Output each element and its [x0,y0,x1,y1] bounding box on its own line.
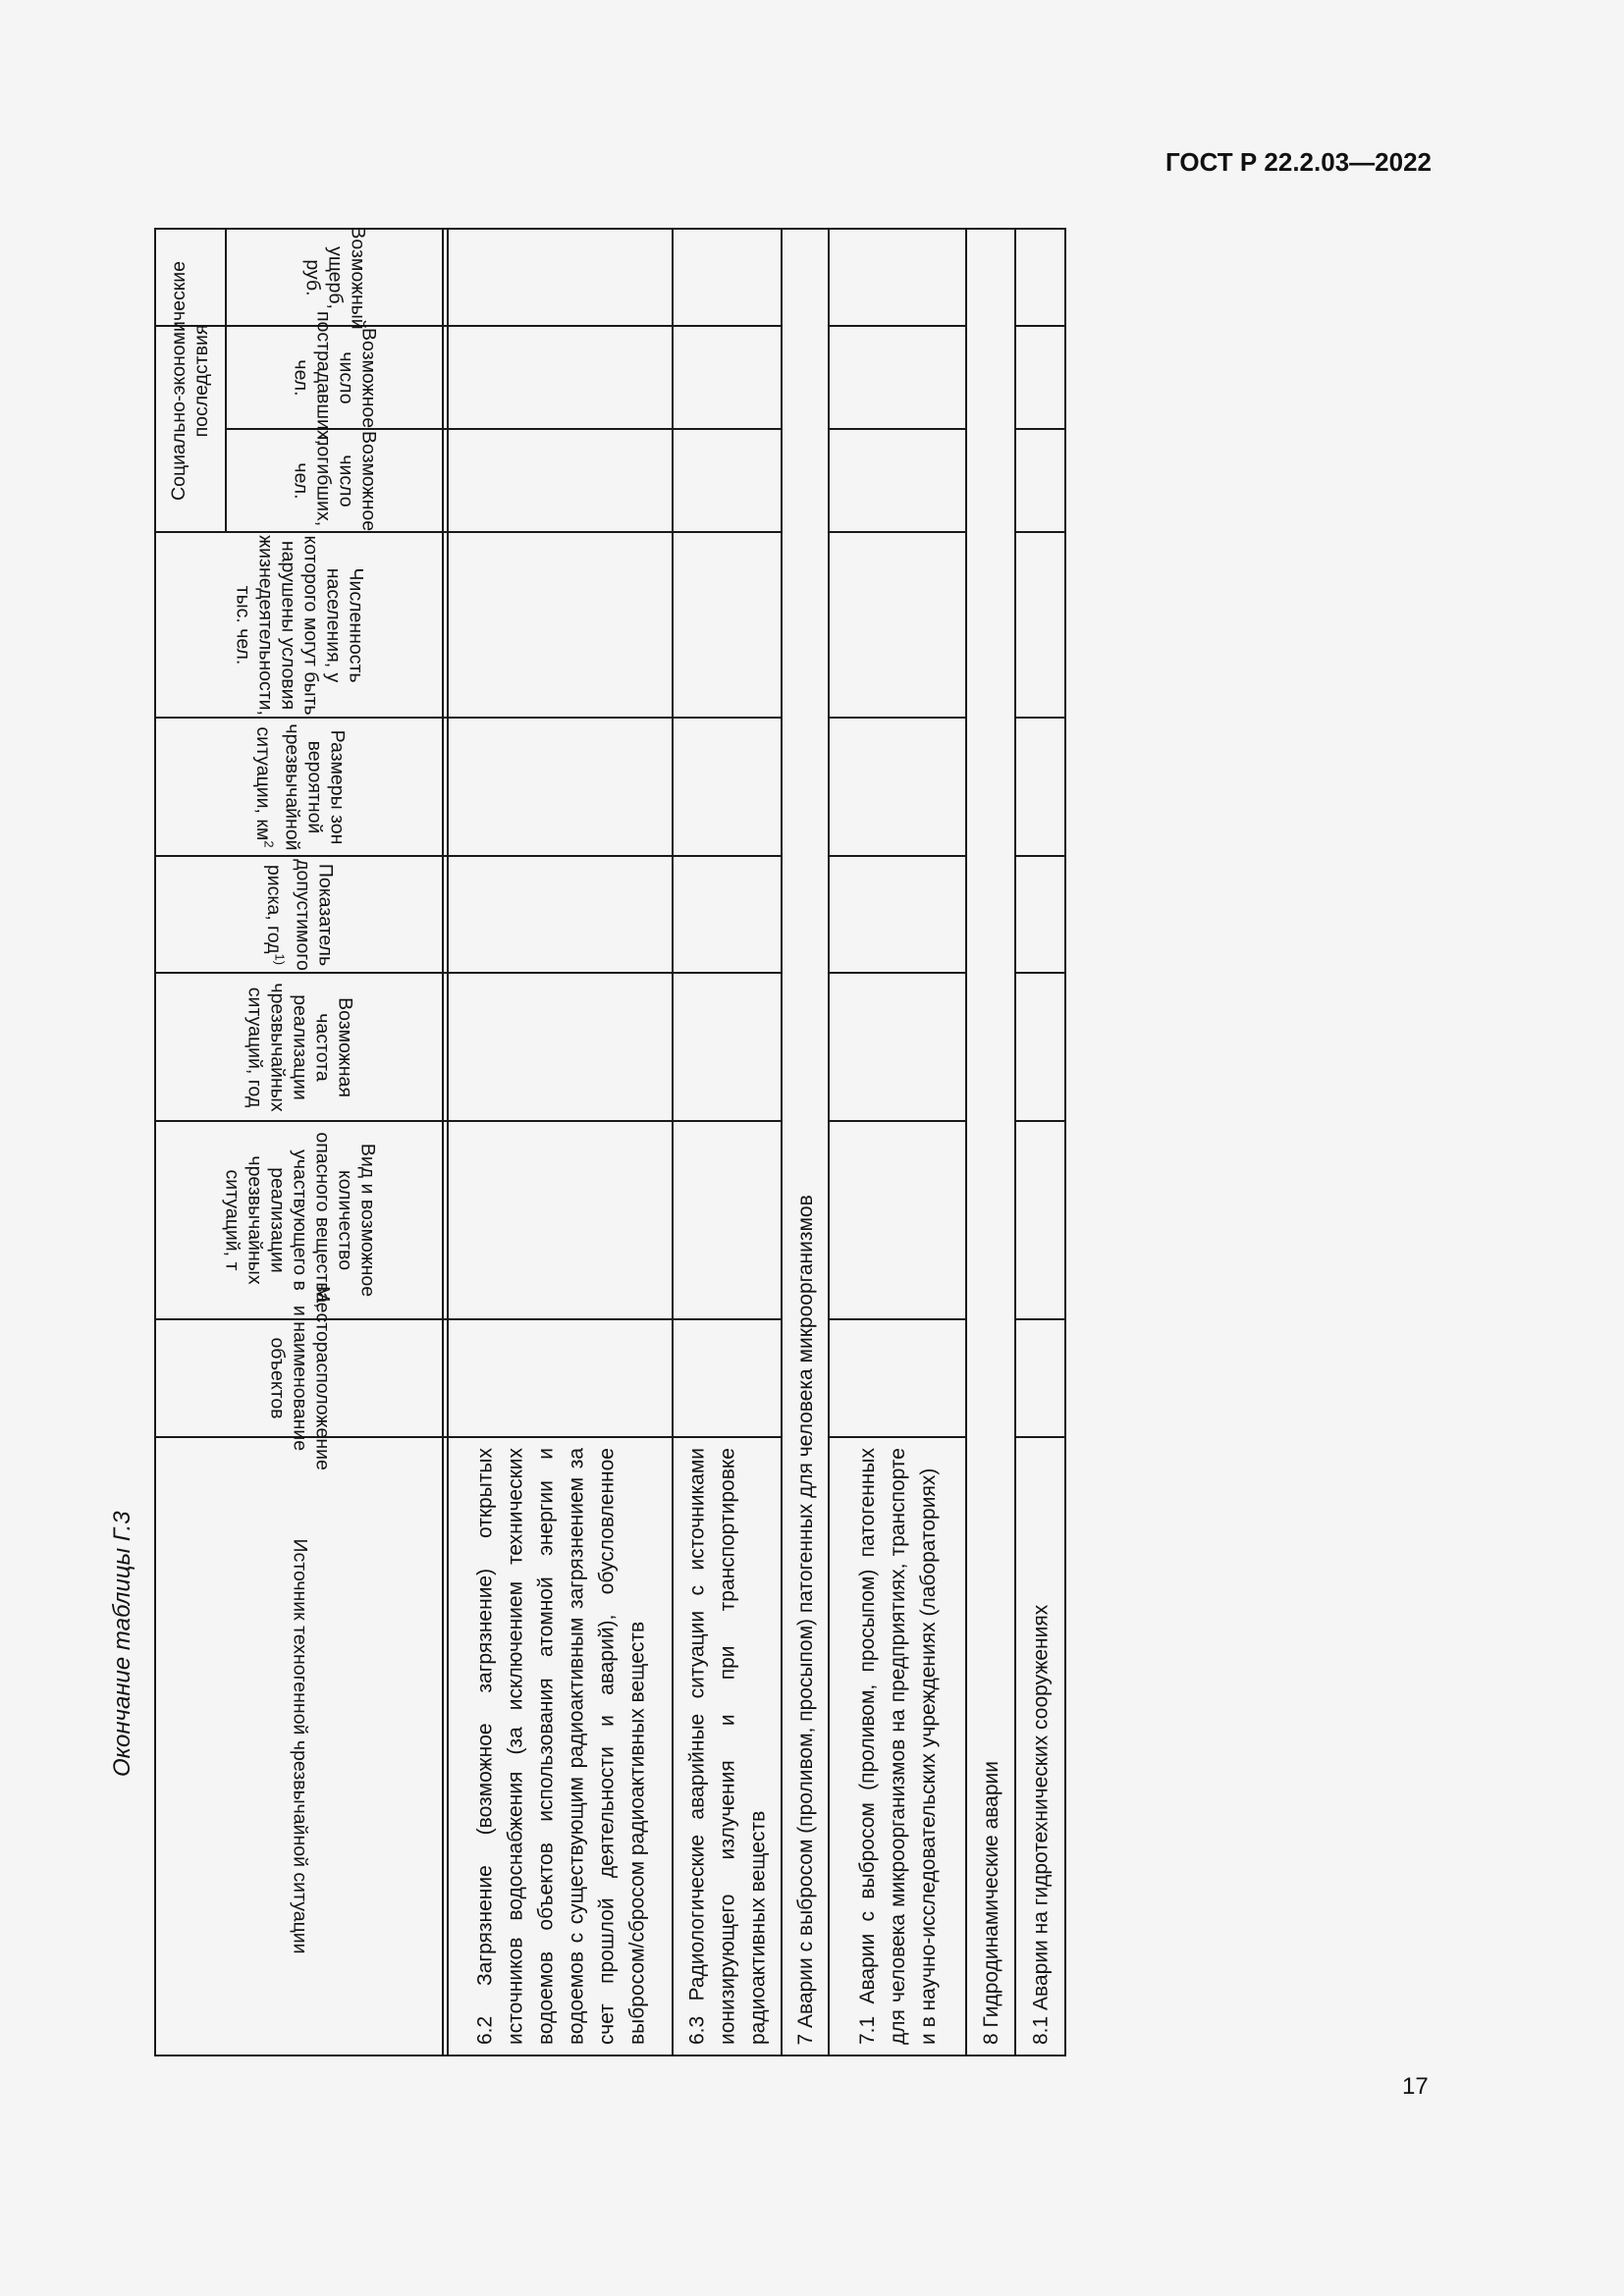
table-row-7-1: 7.1 Аварии с выбросом (проливом, просыпом) патогенных для человека микроорганизмов на предприятиях, транспорте и в научно-исследовательских учреждениях (лабораториях) [855,1448,940,2045]
table-row-8-1: 8.1 Аварии на гидротехнических сооружениях [1029,1604,1052,2045]
header-col-population: Численность населения, у которого могут быть нарушены условия жизнедеятельности, тыс. чел. [232,534,367,716]
standard-code: ГОСТ Р 22.2.03—2022 [1164,147,1432,177]
table-row-7: 7 Аварии с выбросом (проливом, просыпом) патогенных для человека микроорганизмов [793,1194,817,2045]
header-col-substance: Вид и возможное количество опасного вещества, участвующего в реализации чрезвычайных ситуаций, т [221,1132,378,1308]
header-col-injured: Возможное число пострадавших, чел. [290,310,380,445]
table-caption: Окончание таблицы Г.3 [109,1511,135,1777]
header-col-source: Источник техногенной чрезвычайной ситуации [289,1538,310,1954]
header-col-acceptable-risk: Показатель допустимого риска, год$^{1)}$ [262,858,337,971]
header-group-social-economic: Социально-экономические последствия [168,260,212,501]
table-row-6-3: 6.3 Радиологические аварийные ситуации с источниками ионизирующего излучения и при транспортировке радиоактивных веществ [685,1448,769,2045]
header-col-frequency: Возможная частота реализации чрезвычайных ситуаций, год [244,982,355,1112]
table-row-6-2: 6.2 Загрязнение (возможное загрязнение) открытых источников водоснабжения (за исключением технических водоемов объектов использования атомной энергии и водоемов с существующим радиоактивным загрязнением за счет прошлой деятельности и аварий), обусловленное выбросом/сбросом радиоактивных веществ [472,1448,648,2045]
table-row-8: 8 Гидродинамические аварии [979,1761,1002,2045]
header-col-location: Месторасположение и наименование объектов [266,1286,333,1470]
header-col-damage: Возможный ущерб, руб. [301,225,368,330]
page-number: 17 [1402,2073,1429,2100]
header-col-zone-size: Размеры зон вероятной чрезвычайной ситуации, $км^2$ [251,722,348,851]
header-col-deaths: Возможное число погибших, чел. [290,430,380,531]
